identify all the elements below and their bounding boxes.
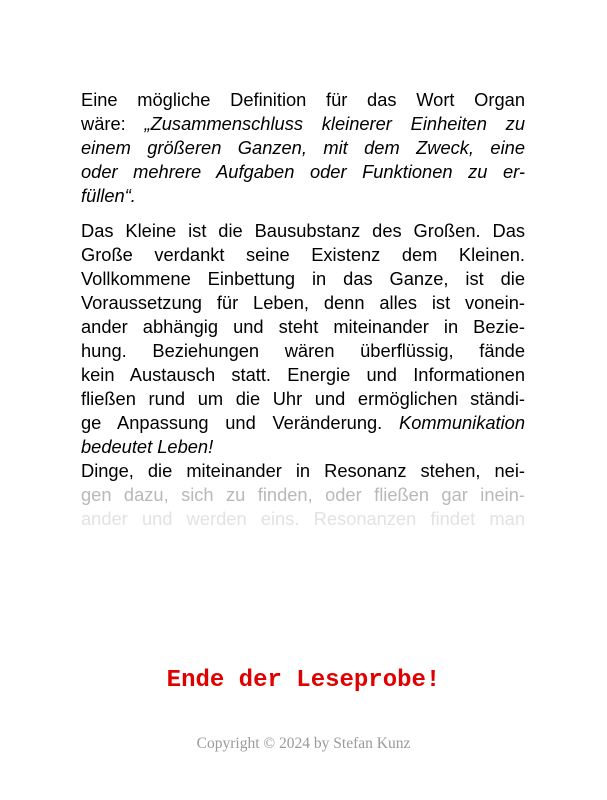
line-italic-text: füllen“.: [81, 185, 136, 206]
text-line: [81, 219, 525, 243]
line-text: Vollkommene Einbettung in das Ganze, ist die: [81, 268, 525, 289]
text-line: [81, 88, 525, 112]
text-line: [81, 243, 525, 267]
end-of-excerpt-notice: Ende der Leseprobe!: [166, 667, 441, 694]
line-text: ander abhängig und steht miteinander in Bezie-: [81, 316, 525, 337]
line-italic-text: oder mehrere Aufgaben oder Funktionen zu er-: [81, 161, 525, 182]
text-line: [81, 136, 525, 160]
paragraph: [81, 88, 525, 208]
paragraph-spacer: [81, 208, 525, 219]
line-text: fließen rund um die Uhr und ermöglichen ständi-: [81, 388, 525, 409]
text-line: [81, 363, 525, 387]
text-line: [81, 291, 525, 315]
line-text: ander und werden eins. Resonanzen findet man: [81, 508, 525, 529]
line-text: wäre:: [81, 113, 145, 134]
text-line: [81, 387, 525, 411]
line-text: Große verdankt seine Existenz dem Kleinen.: [81, 244, 525, 265]
copyright-notice: Copyright © 2024 by Stefan Kunz: [196, 735, 411, 752]
line-text: kein Austausch statt. Energie und Informationen: [81, 364, 525, 385]
line-italic-text: bedeutet Leben!: [81, 436, 214, 457]
paragraph: [81, 459, 525, 531]
line-text: hung. Beziehungen wären überflüssig, fände: [81, 340, 525, 361]
text-line: [81, 483, 525, 507]
text-line: [81, 459, 525, 483]
line-text: ge Anpassung und Veränderung.: [81, 412, 399, 433]
line-text: gen dazu, sich zu finden, oder fließen gar inein-: [81, 484, 525, 505]
paragraph: [81, 219, 525, 459]
line-italic-text: Kommunikation: [399, 412, 525, 433]
text-line: [81, 184, 525, 208]
line-italic-text: einem größeren Ganzen, mit dem Zweck, eine: [81, 137, 525, 158]
text-line: [81, 435, 525, 459]
text-line: [81, 160, 525, 184]
excerpt-body: [81, 88, 525, 531]
text-line: [81, 411, 525, 435]
text-line: [81, 267, 525, 291]
line-text: Dinge, die miteinander in Resonanz stehen, nei-: [81, 460, 525, 481]
line-italic-text: „Zusammenschluss kleinerer Einheiten zu: [144, 113, 525, 134]
text-line: [81, 507, 525, 531]
line-text: Voraussetzung für Leben, denn alles ist vonein-: [81, 292, 525, 313]
line-text: Das Kleine ist die Bausubstanz des Großen. Das: [81, 220, 525, 241]
line-text: Eine mögliche Definition für das Wort Organ: [81, 89, 525, 110]
text-line: [81, 339, 525, 363]
text-line: [81, 112, 525, 136]
text-line: [81, 315, 525, 339]
